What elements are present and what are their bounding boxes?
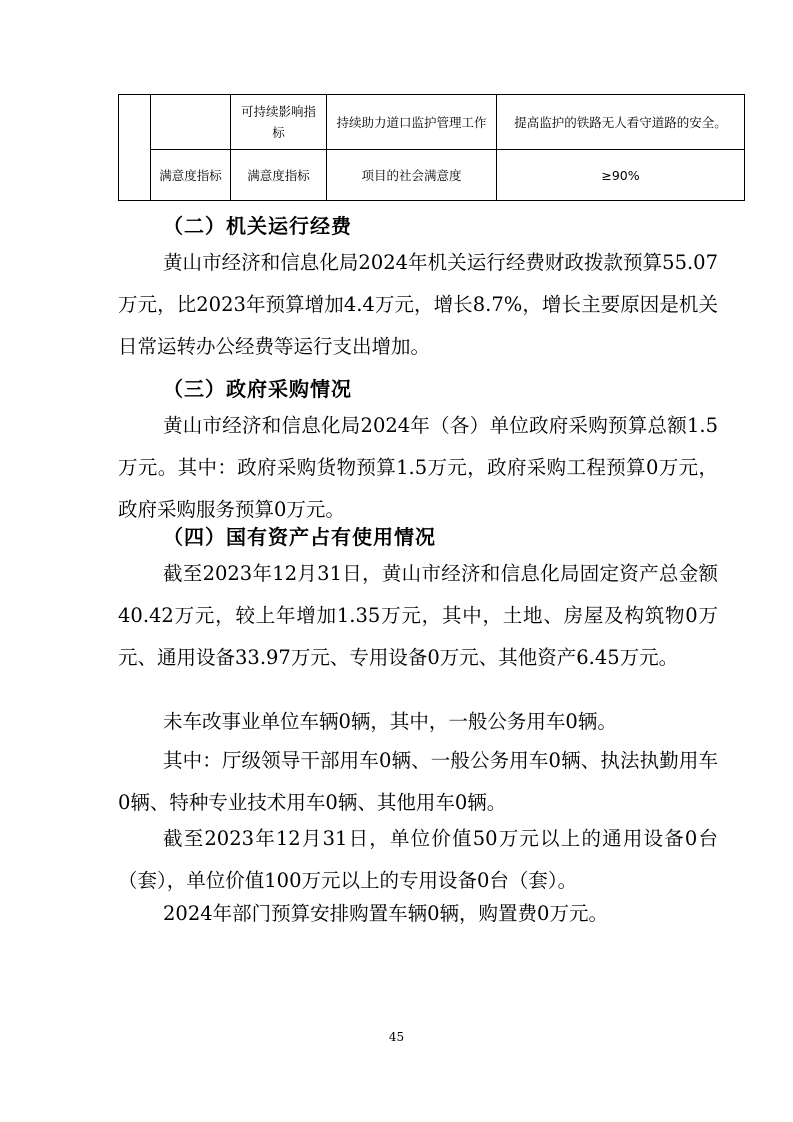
page-number: 45 <box>388 1030 405 1044</box>
table-row <box>119 150 745 201</box>
table-row <box>119 95 745 150</box>
table-cell-indicator-name: 持续助力道口监护管理工作 <box>327 95 497 150</box>
table-cell-indicator-name: 项目的社会满意度 <box>327 150 497 201</box>
table-cell-category: 满意度指标 <box>151 150 231 201</box>
paragraph-vehicles: 未车改事业单位车辆0辆，其中，一般公务用车0辆。 <box>163 710 617 733</box>
paragraph-operating-expenses: 黄山市经济和信息化局2024年机关运行经费财政拨款预算55.07万元，比2023年预算增加4.4万元，增长8.7%，增长主要原因是机关日常运转办公经费等运行支出增加。 <box>118 251 718 358</box>
table-cell-empty <box>119 95 151 201</box>
table-cell-empty <box>151 95 231 150</box>
section-heading-state-assets: （四）国有资产占有使用情况 <box>163 525 436 549</box>
table-cell-indicator-value: ≥90% <box>497 150 745 201</box>
table-cell-indicator-type: 可持续影响指标 <box>231 95 327 150</box>
table-cell-indicator-value: 提高监护的铁路无人看守道路的安全。 <box>497 95 745 150</box>
paragraph-procurement: 黄山市经济和信息化局2024年（各）单位政府采购预算总额1.5万元。其中：政府采购货物预算1.5万元，政府采购工程预算0万元，政府采购服务预算0万元。 <box>118 414 718 521</box>
paragraph-fixed-assets: 截至2023年12月31日，黄山市经济和信息化局固定资产总金额40.42万元，较上年增加1.35万元，其中，土地、房屋及构筑物0万元、通用设备33.97万元、专用设备0万元、其他资产6.45万元。 <box>118 562 718 669</box>
table-cell-indicator-type: 满意度指标 <box>231 150 327 201</box>
performance-indicator-table <box>118 94 745 201</box>
paragraph-vehicle-breakdown: 其中：厅级领导干部用车0辆、一般公务用车0辆、执法执勤用车0辆、特种专业技术用车0辆、其他用车0辆。 <box>118 749 718 814</box>
paragraph-vehicle-purchase: 2024年部门预算安排购置车辆0辆，购置费0万元。 <box>163 902 608 925</box>
section-heading-procurement: （三）政府采购情况 <box>163 377 352 401</box>
paragraph-equipment: 截至2023年12月31日，单位价值50万元以上的通用设备0台（套），单位价值100万元以上的专用设备0台（套）。 <box>118 827 718 892</box>
section-heading-operating-expenses: （二）机关运行经费 <box>163 214 352 238</box>
